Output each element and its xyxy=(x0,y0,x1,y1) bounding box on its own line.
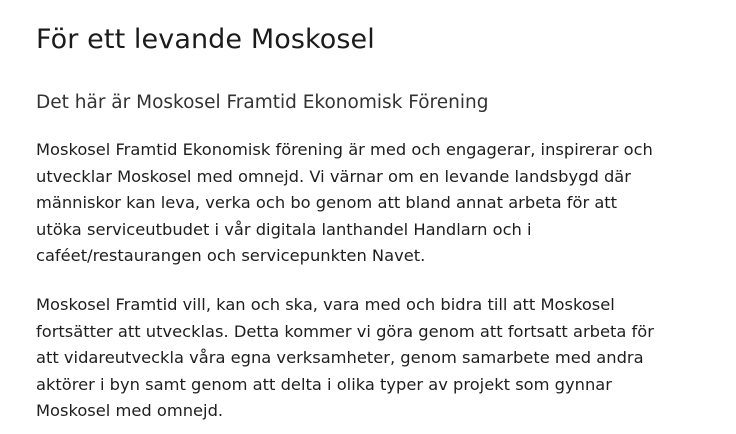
vision-paragraph xyxy=(36,292,654,425)
page-subtitle: Det här är Moskosel Framtid Ekonomisk Förening xyxy=(36,92,489,113)
paragraph-line: människor kan leva, verka och bo genom att bland annat arbeta för att xyxy=(36,193,618,212)
paragraph-line: Moskosel med omnejd. xyxy=(36,401,224,420)
paragraph-line: att vidareutveckla våra egna verksamheter, genom samarbete med andra xyxy=(36,348,644,367)
paragraph-line: Moskosel Framtid vill, kan och ska, vara med och bidra till att Moskosel xyxy=(36,295,615,314)
paragraph-line: utöka serviceutbudet i vår digitala lanthandel Handlarn och i xyxy=(36,219,532,239)
paragraph-line: Moskosel Framtid Ekonomisk förening är med och engagerar, inspirerar och xyxy=(36,140,653,159)
page-title: För ett levande Moskosel xyxy=(36,24,375,55)
paragraph-line: caféet/restaurangen och servicepunkten Navet. xyxy=(36,246,426,265)
paragraph-line: fortsätter att utvecklas. Detta kommer vi göra genom att fortsatt arbeta för xyxy=(36,321,654,341)
paragraph-line: utvecklar Moskosel med omnejd. Vi värnar om en levande landsbygd där xyxy=(36,166,631,186)
paragraph-line: aktörer i byn samt genom att delta i olika typer av projekt som gynnar xyxy=(36,374,612,394)
intro-paragraph xyxy=(36,137,653,270)
